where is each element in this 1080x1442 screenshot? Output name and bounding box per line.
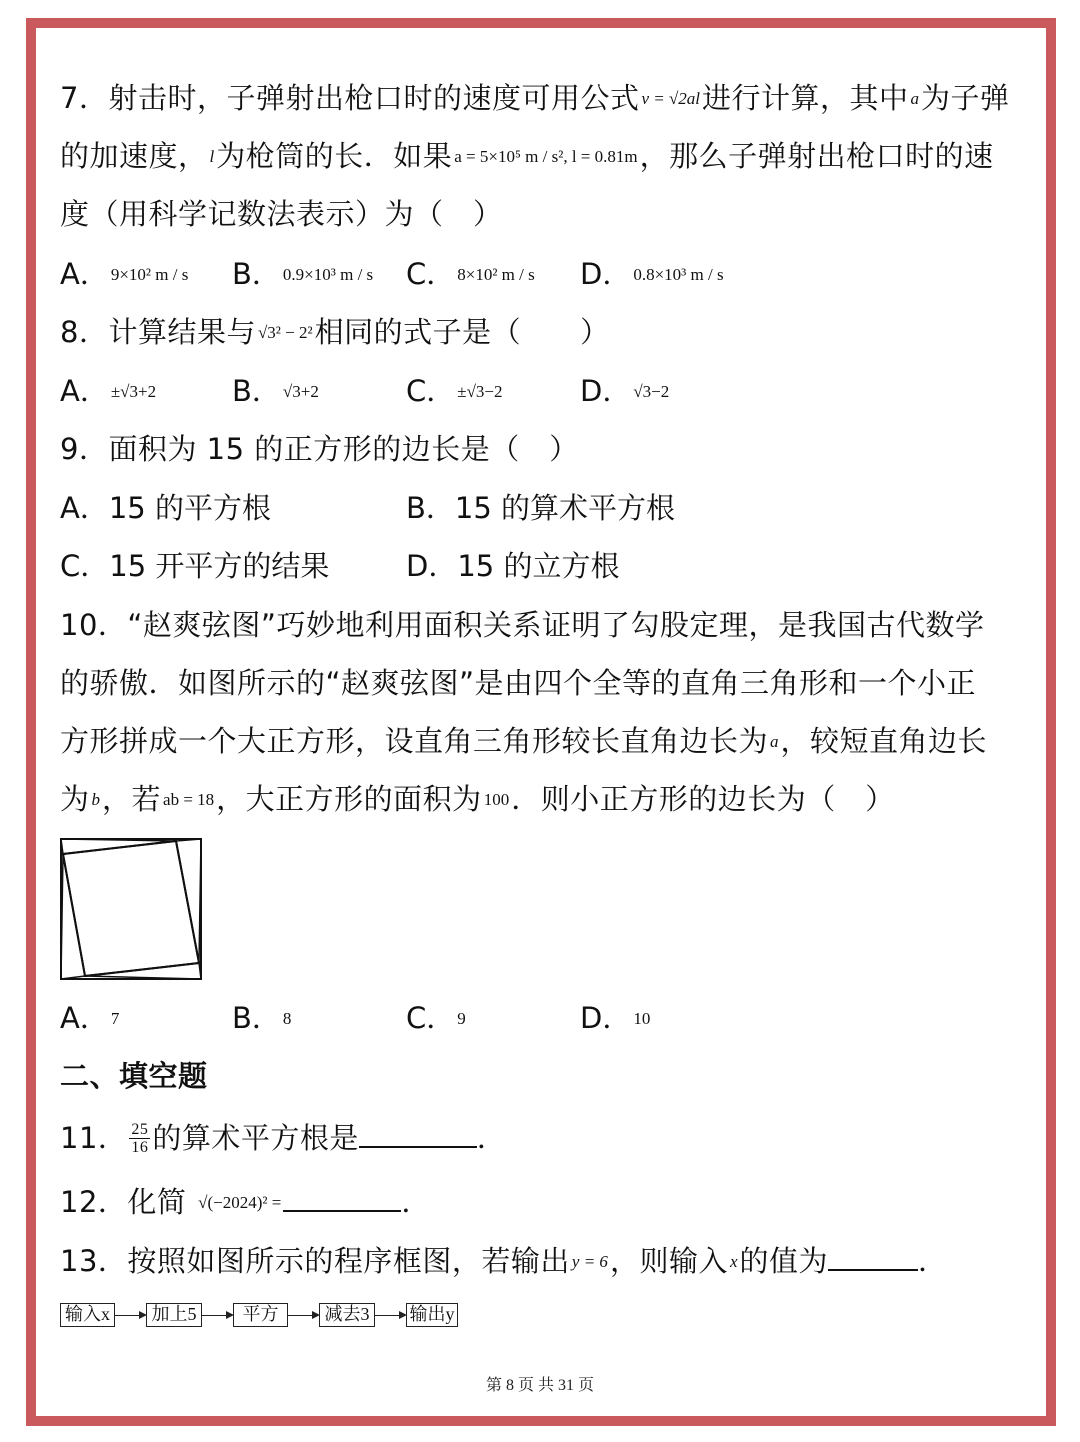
q9-option-a: A．15 的平方根 [60,491,271,525]
flow-arrow [288,1315,318,1316]
flow-box-square: 平方 [233,1303,288,1327]
q8-line: 8．计算结果与 √3² − 2²相同的式子是（ ） [60,315,610,349]
q8-option-b: B． √3+2 [232,374,319,408]
q7-option-b: B． 0.9×10³ m / s [232,257,374,291]
q7-formula: v = √2al [641,89,701,108]
section-heading: 二、填空题 [60,1059,208,1093]
q7-given: a = 5×10⁵ m / s², l = 0.81m [454,147,638,166]
q10-option-c: C． 9 [406,1001,466,1035]
q7-text: 的加速度， [60,139,208,173]
q10-line-2: 的骄傲．如图所示的“赵爽弦图”是由四个全等的直角三角形和一个小正 [60,666,977,700]
q13-answer-blank[interactable] [828,1241,918,1271]
q10-option-d: D． 10 [580,1001,651,1035]
q8-option-c: C． ±√3−2 [406,374,503,408]
q8-expr: √3² − 2² [257,323,313,342]
q7-line-1 [60,78,1010,123]
flow-box-input: 输入x [60,1303,115,1327]
q12-line: 12．化简 √(−2024)² = ． [60,1182,431,1227]
q10-line-1: 10．“赵爽弦图”巧妙地利用面积关系证明了勾股定理，是我国古代数学 [60,608,985,642]
q7-line-2 [60,136,994,181]
q9-option-c: C．15 开平方的结果 [60,549,330,583]
hypotenuse-square [63,841,199,976]
q8-option-d: D． √3−2 [580,374,670,408]
q10-option-a: A． 7 [60,1001,120,1035]
right-triangle [61,854,85,979]
q11-answer-blank[interactable] [359,1118,477,1148]
q9-line: 9．面积为 15 的正方形的边长是（ ） [60,432,579,466]
q7-option-c: C． 8×10² m / s [406,257,535,291]
q9-option-b: B．15 的算术平方根 [406,491,676,525]
q8-option-a: A． ±√3+2 [60,374,157,408]
q12-answer-blank[interactable] [283,1182,401,1212]
q7-text: ，那么子弹射出枪口时的速 [639,139,994,173]
q7-text: 为子弹 [921,81,1010,115]
q11-fraction: $\frac{25}{16}$ [131,1120,149,1156]
q7-var-a: a [910,89,920,108]
flow-arrow [375,1315,405,1316]
page-footer: 第 8 页 共 31 页 [485,1377,594,1394]
flow-box-output: 输出y [406,1303,458,1327]
right-triangle [176,839,201,963]
q13-line: 13．按照如图所示的程序框图，若输出 y = 6，则输入 x的值为 ． [60,1241,948,1286]
q7-line-3: 度（用科学记数法表示）为（ ） [60,197,503,231]
flow-box-add5: 加上5 [146,1303,202,1327]
right-triangle [61,839,176,854]
q7-text: 进行计算，其中 [702,81,909,115]
q9-option-d: D．15 的立方根 [406,549,620,583]
right-triangle [85,963,201,979]
q10-option-b: B． 8 [232,1001,292,1035]
q7-text: 为枪筒的长．如果 [216,139,453,173]
q11-line: 11． $\frac{25}{16}$ 的算术平方根是 ． [60,1118,506,1158]
q7-option-a: A． 9×10² m / s [60,257,189,291]
flow-arrow [115,1315,145,1316]
q7-option-d: D． 0.8×10³ m / s [580,257,724,291]
q10-line-3: 方形拼成一个大正方形，设直角三角形较长直角边长为 a，较短直角边长 [60,724,988,758]
zhao-shuang-diagram [60,838,202,980]
q7-text: 7．射击时，子弹射出枪口时的速度可用公式 [60,81,640,115]
q10-line-4: 为b，若 ab = 18，大正方形的面积为 100．则小正方形的边长为（ ） [60,782,895,816]
q12-expr: √(−2024)² = [198,1193,282,1212]
flow-arrow [202,1315,232,1316]
q7-var-l: l [209,147,215,166]
flow-box-minus3: 减去3 [319,1303,375,1327]
